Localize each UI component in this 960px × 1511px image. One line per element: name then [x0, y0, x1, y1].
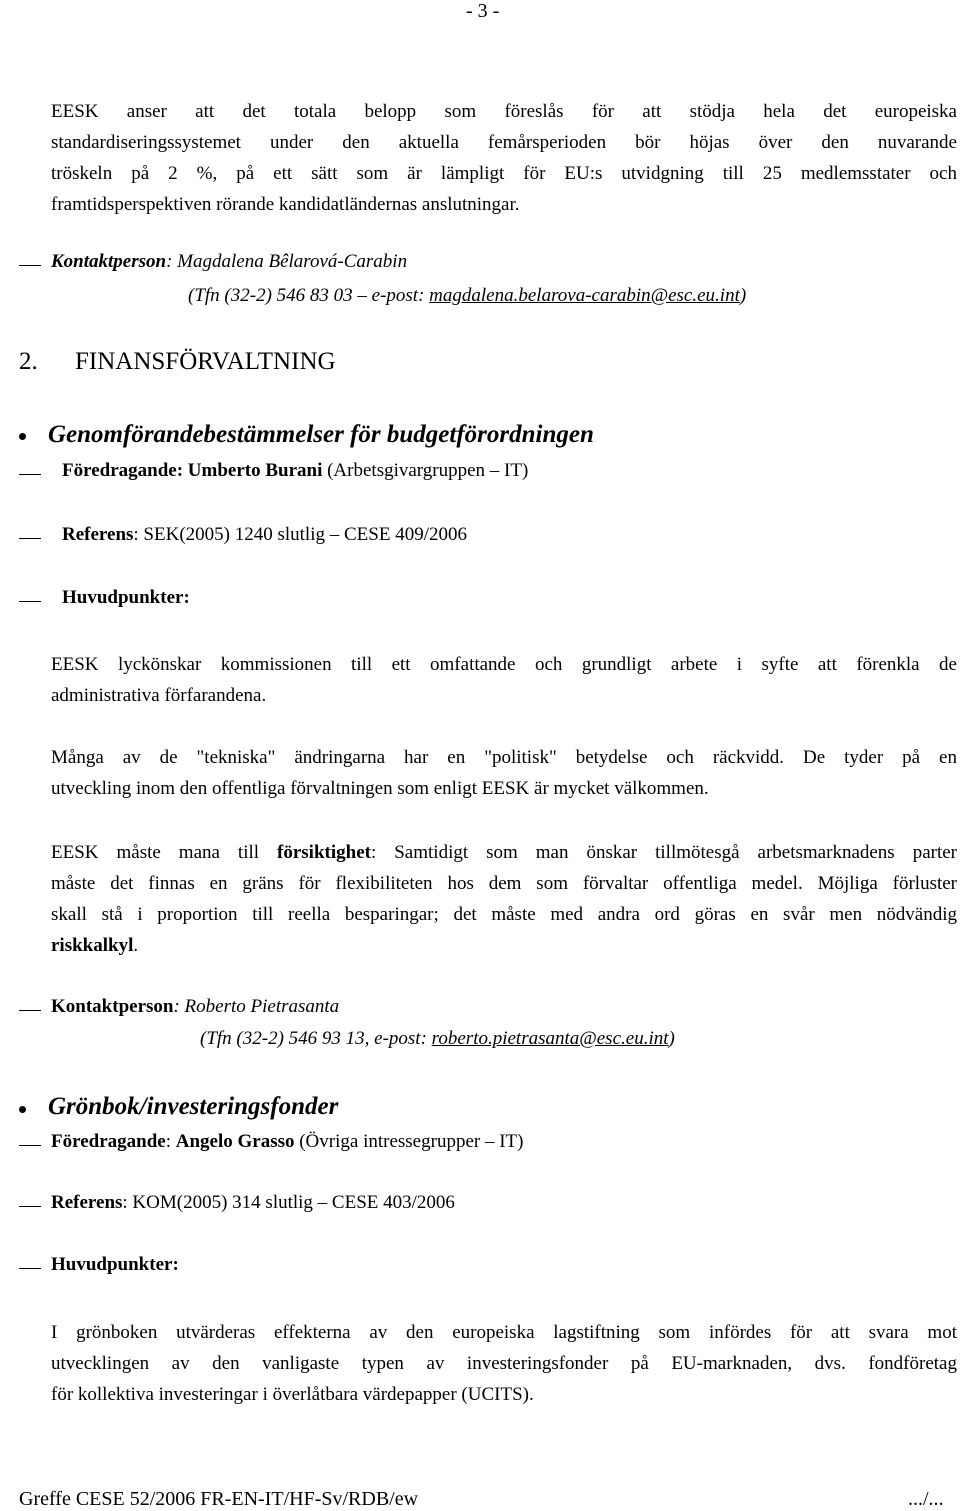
- contact-phone: (Tfn (32-2) 546 93 13, e-post:: [200, 1028, 432, 1049]
- item-heading: Grönbok/investeringsfonder: [48, 1093, 339, 1120]
- key-points-label: Huvudpunkter:: [62, 587, 190, 608]
- paragraph-line: skall stå i proportion till reella besparingar; det måste med andra ord göras en svår men nödvändig: [51, 904, 957, 925]
- contact-label: Kontaktperson: [51, 251, 167, 272]
- dash-bullet: [19, 538, 41, 539]
- dash-bullet: [19, 474, 41, 475]
- paragraph-line: [51, 930, 957, 961]
- contact-line: [51, 996, 339, 1018]
- reference-label: Referens: [51, 1192, 123, 1213]
- item-heading: Genomförandebestämmelser för budgetförordningen: [48, 421, 594, 448]
- text-run: : Samtidigt som man önskar tillmötesgå arbetsmarknadens parter: [370, 842, 957, 863]
- contact-phone-line: [200, 1028, 675, 1050]
- reference-label: Referens: [62, 524, 134, 545]
- paragraph-line: Många av de "tekniska" ändringarna har en "politisk" betydelse och räckvidd. De tyder på en: [51, 747, 957, 768]
- intro-paragraph-line-3: tröskeln på 2 %, på ett sätt som är lämpligt för EU:s utvidgning till 25 medlemsstater och: [51, 163, 957, 184]
- contact-label: Kontaktperson: [51, 996, 174, 1017]
- dash-bullet: [19, 1268, 41, 1269]
- intro-paragraph-line-2: standardiseringssystemet under den aktuella femårsperioden bör höjas över den nuvarande: [51, 132, 957, 153]
- dash-bullet: [19, 265, 41, 266]
- rapporteur-group: (Övriga intressegrupper – IT): [294, 1131, 524, 1152]
- text-run-bold: försiktighet: [277, 842, 371, 863]
- reference-value: : SEK(2005) 1240 slutlig – CESE 409/2006: [133, 524, 467, 545]
- text-run-bold: riskkalkyl: [51, 935, 134, 956]
- section-number: 2.: [19, 348, 38, 375]
- rapporteur-label: Föredragande: [51, 1131, 166, 1152]
- rapporteur-line: [51, 1131, 523, 1153]
- paragraph-line: för kollektiva investeringar i överlåtbara värdepapper (UCITS).: [51, 1384, 534, 1405]
- reference-line: [62, 524, 467, 546]
- page-number: - 3 -: [466, 0, 500, 22]
- contact-phone: (Tfn (32-2) 546 83 03 – e-post:: [188, 285, 430, 306]
- contact-email-link[interactable]: magdalena.belarova-carabin@esc.eu.int: [429, 285, 740, 306]
- contact-email-link[interactable]: roberto.pietrasanta@esc.eu.int: [431, 1028, 669, 1049]
- section-title: FINANSFÖRVALTNING: [75, 348, 336, 375]
- text-run: :: [165, 1131, 176, 1152]
- intro-paragraph-line-4: framtidsperspektiven rörande kandidatländernas anslutningar.: [51, 194, 520, 215]
- dash-bullet: [19, 1010, 41, 1011]
- paragraph-line: I grönboken utvärderas effekterna av den europeiska lagstiftning som infördes för att svara mot: [51, 1322, 957, 1343]
- rapporteur-name: Umberto Burani: [183, 460, 323, 481]
- rapporteur-group: (Arbetsgivargruppen – IT): [322, 460, 529, 481]
- bullet-icon: [19, 1106, 26, 1113]
- rapporteur-label: Föredragande:: [62, 460, 184, 481]
- dash-bullet: [19, 601, 41, 602]
- contact-name: : Roberto Pietrasanta: [173, 996, 340, 1017]
- paragraph-line: EESK lyckönskar kommissionen till ett omfattande och grundligt arbete i syfte att förenkla de: [51, 654, 957, 675]
- contact-phone-line: [188, 285, 746, 307]
- dash-bullet: [19, 1145, 41, 1146]
- footer-continuation: .../...: [908, 1488, 944, 1510]
- paragraph-line: administrativa förfarandena.: [51, 685, 267, 706]
- footer-reference: Greffe CESE 52/2006 FR-EN-IT/HF-Sv/RDB/ew: [19, 1488, 419, 1510]
- bullet-icon: [19, 433, 26, 440]
- paragraph-line: utvecklingen av den vanligaste typen av investeringsfonder på EU-marknaden, dvs. fondföretag: [51, 1353, 957, 1374]
- text-run: .: [133, 935, 139, 956]
- contact-name: : Magdalena Bêlarová-Carabin: [166, 251, 408, 272]
- text-run: EESK måste mana till: [51, 842, 278, 863]
- rapporteur-name: Angelo Grasso: [175, 1131, 295, 1152]
- reference-value: : KOM(2005) 314 slutlig – CESE 403/2006: [122, 1192, 455, 1213]
- reference-line: [51, 1192, 455, 1214]
- intro-paragraph-line-1: EESK anser att det totala belopp som föreslås för att stödja hela det europeiska: [51, 101, 957, 122]
- paragraph-line: måste det finnas en gräns för flexibiliteten hos dem som förvaltar offentliga medel. Möjliga förluster: [51, 873, 957, 894]
- paragraph-line: [51, 837, 957, 868]
- rapporteur-line: [62, 460, 528, 482]
- paragraph-line: utveckling inom den offentliga förvaltningen som enligt EESK är mycket välkommen.: [51, 778, 709, 799]
- dash-bullet: [19, 1206, 41, 1207]
- contact-line: [51, 251, 407, 273]
- contact-close-paren: ): [739, 285, 747, 306]
- contact-close-paren: ): [668, 1028, 675, 1049]
- key-points-label: Huvudpunkter:: [51, 1254, 179, 1275]
